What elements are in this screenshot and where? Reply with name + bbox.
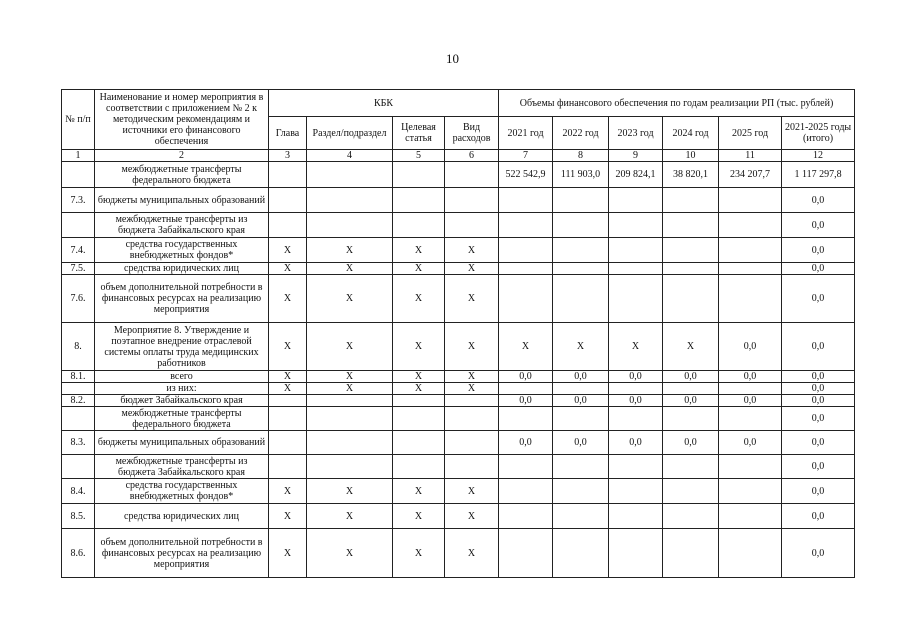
- table-cell: 0,0: [719, 395, 782, 407]
- table-cell: [445, 188, 499, 213]
- row-name: всего: [95, 371, 269, 383]
- table-cell: [719, 407, 782, 431]
- table-cell: [269, 188, 307, 213]
- table-cell: 0,0: [782, 275, 855, 323]
- table-cell: [719, 188, 782, 213]
- row-number: 7.6.: [62, 275, 95, 323]
- table-cell: [553, 275, 609, 323]
- row-number: 7.4.: [62, 238, 95, 263]
- table-cell: X: [307, 479, 393, 504]
- table-cell: X: [553, 323, 609, 371]
- table-cell: 0,0: [663, 431, 719, 455]
- table-cell: [663, 504, 719, 529]
- row-name: объем дополнительной потребности в финансовых ресурсах на реализацию мероприятия: [95, 529, 269, 578]
- table-cell: [499, 238, 553, 263]
- table-cell: [499, 213, 553, 238]
- table-cell: X: [307, 383, 393, 395]
- table-cell: [307, 407, 393, 431]
- table-cell: [445, 162, 499, 188]
- table-cell: [609, 238, 663, 263]
- table-cell: 0,0: [782, 529, 855, 578]
- col-number: 6: [445, 150, 499, 162]
- header-celevaya: Целевая статья: [393, 117, 445, 150]
- header-volumes: Объемы финансового обеспечения по годам реализации РП (тыс. рублей): [499, 90, 855, 117]
- table-cell: X: [445, 529, 499, 578]
- table-cell: [609, 275, 663, 323]
- table-cell: X: [445, 263, 499, 275]
- table-row: [62, 188, 855, 213]
- col-number: 1: [62, 150, 95, 162]
- table-cell: X: [307, 263, 393, 275]
- table-cell: X: [307, 504, 393, 529]
- table-cell: [609, 529, 663, 578]
- table-cell: [499, 529, 553, 578]
- table-cell: [269, 455, 307, 479]
- header-year-2023: 2023 год: [609, 117, 663, 150]
- header-row-1: [62, 90, 855, 117]
- row-name: средства государственных внебюджетных фондов*: [95, 238, 269, 263]
- table-cell: [499, 479, 553, 504]
- table-cell: [393, 407, 445, 431]
- table-cell: 522 542,9: [499, 162, 553, 188]
- table-cell: [663, 529, 719, 578]
- table-cell: X: [269, 371, 307, 383]
- table-cell: [663, 383, 719, 395]
- table-cell: X: [393, 371, 445, 383]
- table-cell: X: [307, 238, 393, 263]
- table-cell: X: [663, 323, 719, 371]
- row-name: межбюджетные трансферты федерального бюджета: [95, 407, 269, 431]
- table-cell: [609, 213, 663, 238]
- col-number: 5: [393, 150, 445, 162]
- table-cell: [499, 407, 553, 431]
- table-cell: [307, 213, 393, 238]
- row-number: 7.5.: [62, 263, 95, 275]
- table-row: [62, 479, 855, 504]
- table-cell: [445, 213, 499, 238]
- row-name: межбюджетные трансферты из бюджета Забайкальского края: [95, 455, 269, 479]
- table-cell: 0,0: [609, 395, 663, 407]
- table-cell: 0,0: [663, 371, 719, 383]
- table-cell: 0,0: [609, 371, 663, 383]
- table-cell: 0,0: [553, 371, 609, 383]
- table-cell: [393, 395, 445, 407]
- table-cell: X: [445, 371, 499, 383]
- table-cell: 0,0: [782, 479, 855, 504]
- table-cell: 1 117 297,8: [782, 162, 855, 188]
- table-cell: X: [393, 529, 445, 578]
- table-row: [62, 162, 855, 188]
- row-name: средства государственных внебюджетных фондов*: [95, 479, 269, 504]
- table-cell: X: [393, 383, 445, 395]
- table-cell: [719, 455, 782, 479]
- table-body: [62, 162, 855, 578]
- table-cell: [663, 455, 719, 479]
- row-name: объем дополнительной потребности в финансовых ресурсах на реализацию мероприятия: [95, 275, 269, 323]
- table-cell: X: [269, 479, 307, 504]
- header-total: 2021-2025 годы (итого): [782, 117, 855, 150]
- table-cell: [719, 213, 782, 238]
- table-cell: X: [269, 323, 307, 371]
- table-cell: 0,0: [663, 395, 719, 407]
- col-number: 3: [269, 150, 307, 162]
- table-cell: 0,0: [782, 407, 855, 431]
- table-cell: 209 824,1: [609, 162, 663, 188]
- table-cell: [663, 407, 719, 431]
- table-cell: [609, 383, 663, 395]
- table-cell: X: [269, 529, 307, 578]
- table-row: [62, 383, 855, 395]
- table-cell: 0,0: [782, 238, 855, 263]
- table-cell: [445, 407, 499, 431]
- table-cell: 0,0: [553, 395, 609, 407]
- table-cell: [269, 407, 307, 431]
- table-cell: [609, 407, 663, 431]
- row-name: бюджеты муниципальных образований: [95, 188, 269, 213]
- table-row: [62, 238, 855, 263]
- table-cell: X: [445, 504, 499, 529]
- table-cell: 0,0: [499, 431, 553, 455]
- table-cell: [499, 383, 553, 395]
- row-number: 8.5.: [62, 504, 95, 529]
- table-cell: [663, 213, 719, 238]
- table-cell: 0,0: [782, 371, 855, 383]
- table-row: [62, 263, 855, 275]
- table-row: [62, 455, 855, 479]
- table-cell: [307, 188, 393, 213]
- row-number: 8.: [62, 323, 95, 371]
- table-cell: X: [269, 504, 307, 529]
- table-cell: [553, 407, 609, 431]
- table-cell: [393, 213, 445, 238]
- table-cell: 0,0: [782, 455, 855, 479]
- table-cell: [445, 431, 499, 455]
- table-cell: 38 820,1: [663, 162, 719, 188]
- row-number: 8.1.: [62, 371, 95, 383]
- table-cell: [719, 479, 782, 504]
- table-cell: [663, 263, 719, 275]
- table-cell: [553, 238, 609, 263]
- table-row: [62, 529, 855, 578]
- table-cell: X: [269, 238, 307, 263]
- row-number: 8.3.: [62, 431, 95, 455]
- table-cell: X: [445, 323, 499, 371]
- table-cell: [499, 504, 553, 529]
- table-cell: [393, 431, 445, 455]
- row-name: бюджет Забайкальского края: [95, 395, 269, 407]
- table-cell: 0,0: [782, 323, 855, 371]
- table-cell: [609, 188, 663, 213]
- table-cell: [719, 238, 782, 263]
- table-cell: [307, 395, 393, 407]
- table-cell: [393, 188, 445, 213]
- header-name: Наименование и номер мероприятия в соответствии с приложением № 2 к методическим рекомендациям и источники его финансового обеспечения: [95, 90, 269, 150]
- header-num: № п/п: [62, 90, 95, 150]
- row-name: средства юридических лиц: [95, 504, 269, 529]
- table-cell: [719, 263, 782, 275]
- table-cell: 0,0: [719, 323, 782, 371]
- header-year-2024: 2024 год: [663, 117, 719, 150]
- table-cell: X: [393, 238, 445, 263]
- column-number-row: [62, 150, 855, 162]
- table-cell: 0,0: [499, 395, 553, 407]
- table-cell: X: [307, 275, 393, 323]
- table-cell: X: [269, 383, 307, 395]
- table-cell: [663, 479, 719, 504]
- table-cell: X: [393, 504, 445, 529]
- table-cell: [609, 479, 663, 504]
- row-name: бюджеты муниципальных образований: [95, 431, 269, 455]
- table-cell: [269, 213, 307, 238]
- table-row: [62, 395, 855, 407]
- row-name: средства юридических лиц: [95, 263, 269, 275]
- table-cell: [499, 275, 553, 323]
- table-cell: [719, 504, 782, 529]
- table-cell: [307, 455, 393, 479]
- table-cell: X: [307, 529, 393, 578]
- table-cell: X: [445, 383, 499, 395]
- table-cell: [269, 395, 307, 407]
- table-cell: X: [269, 275, 307, 323]
- row-number: [62, 213, 95, 238]
- table-cell: [393, 455, 445, 479]
- table-cell: X: [393, 263, 445, 275]
- header-razdel: Раздел/подраздел: [307, 117, 393, 150]
- header-vid: Вид расходов: [445, 117, 499, 150]
- table-cell: [719, 529, 782, 578]
- table-cell: [445, 455, 499, 479]
- table-cell: X: [307, 371, 393, 383]
- col-number: 12: [782, 150, 855, 162]
- table-cell: 0,0: [782, 263, 855, 275]
- table-cell: [499, 455, 553, 479]
- table-cell: [445, 395, 499, 407]
- table-cell: [553, 529, 609, 578]
- table-cell: 0,0: [782, 383, 855, 395]
- table-row: [62, 213, 855, 238]
- table-cell: [269, 431, 307, 455]
- table-cell: 0,0: [782, 431, 855, 455]
- table-cell: X: [269, 263, 307, 275]
- page-number: 10: [446, 51, 459, 66]
- table-row: [62, 275, 855, 323]
- table-cell: [553, 383, 609, 395]
- table-cell: [553, 213, 609, 238]
- table-cell: 0,0: [782, 395, 855, 407]
- row-number: 7.3.: [62, 188, 95, 213]
- row-name: Мероприятие 8. Утверждение и поэтапное внедрение отраслевой системы оплаты труда медицинских работников: [95, 323, 269, 371]
- table-cell: [663, 188, 719, 213]
- table-cell: [609, 263, 663, 275]
- header-year-2022: 2022 год: [553, 117, 609, 150]
- col-number: 11: [719, 150, 782, 162]
- row-number: [62, 162, 95, 188]
- table-cell: X: [445, 238, 499, 263]
- table-cell: [663, 275, 719, 323]
- table-cell: [553, 479, 609, 504]
- table-cell: 0,0: [553, 431, 609, 455]
- table-cell: 0,0: [782, 213, 855, 238]
- table-cell: X: [307, 323, 393, 371]
- table-cell: X: [393, 323, 445, 371]
- table-cell: [663, 238, 719, 263]
- table-row: [62, 323, 855, 371]
- table-cell: [307, 431, 393, 455]
- header-kbk: КБК: [269, 90, 499, 117]
- table-cell: X: [499, 323, 553, 371]
- col-number: 7: [499, 150, 553, 162]
- table-cell: X: [445, 275, 499, 323]
- table-cell: [499, 188, 553, 213]
- header-year-2021: 2021 год: [499, 117, 553, 150]
- table-cell: 0,0: [782, 188, 855, 213]
- table-cell: [307, 162, 393, 188]
- row-number: 8.6.: [62, 529, 95, 578]
- col-number: 2: [95, 150, 269, 162]
- table-cell: [269, 162, 307, 188]
- table-cell: X: [609, 323, 663, 371]
- table-row: [62, 371, 855, 383]
- col-number: 9: [609, 150, 663, 162]
- table-cell: [553, 504, 609, 529]
- table-cell: [609, 504, 663, 529]
- table-cell: [719, 275, 782, 323]
- table-cell: 0,0: [719, 371, 782, 383]
- table-cell: [609, 455, 663, 479]
- table-cell: 234 207,7: [719, 162, 782, 188]
- table-cell: X: [393, 479, 445, 504]
- header-glava: Глава: [269, 117, 307, 150]
- table-cell: [553, 455, 609, 479]
- table-row: [62, 504, 855, 529]
- col-number: 4: [307, 150, 393, 162]
- table-cell: 0,0: [782, 504, 855, 529]
- row-number: [62, 407, 95, 431]
- table-cell: 0,0: [609, 431, 663, 455]
- table-cell: [393, 162, 445, 188]
- table-cell: 0,0: [719, 431, 782, 455]
- table-cell: 0,0: [499, 371, 553, 383]
- row-name: межбюджетные трансферты из бюджета Забайкальского края: [95, 213, 269, 238]
- table-row: [62, 431, 855, 455]
- table-cell: X: [393, 275, 445, 323]
- col-number: 8: [553, 150, 609, 162]
- row-number: 8.2.: [62, 395, 95, 407]
- table-cell: [719, 383, 782, 395]
- row-name: из них:: [95, 383, 269, 395]
- row-number: 8.4.: [62, 479, 95, 504]
- row-name: межбюджетные трансферты федерального бюджета: [95, 162, 269, 188]
- col-number: 10: [663, 150, 719, 162]
- header-year-2025: 2025 год: [719, 117, 782, 150]
- table-cell: X: [445, 479, 499, 504]
- table-cell: [553, 188, 609, 213]
- table-cell: 111 903,0: [553, 162, 609, 188]
- table-row: [62, 407, 855, 431]
- table-cell: [499, 263, 553, 275]
- row-number: [62, 383, 95, 395]
- row-number: [62, 455, 95, 479]
- table-cell: [553, 263, 609, 275]
- financing-table: [61, 89, 855, 578]
